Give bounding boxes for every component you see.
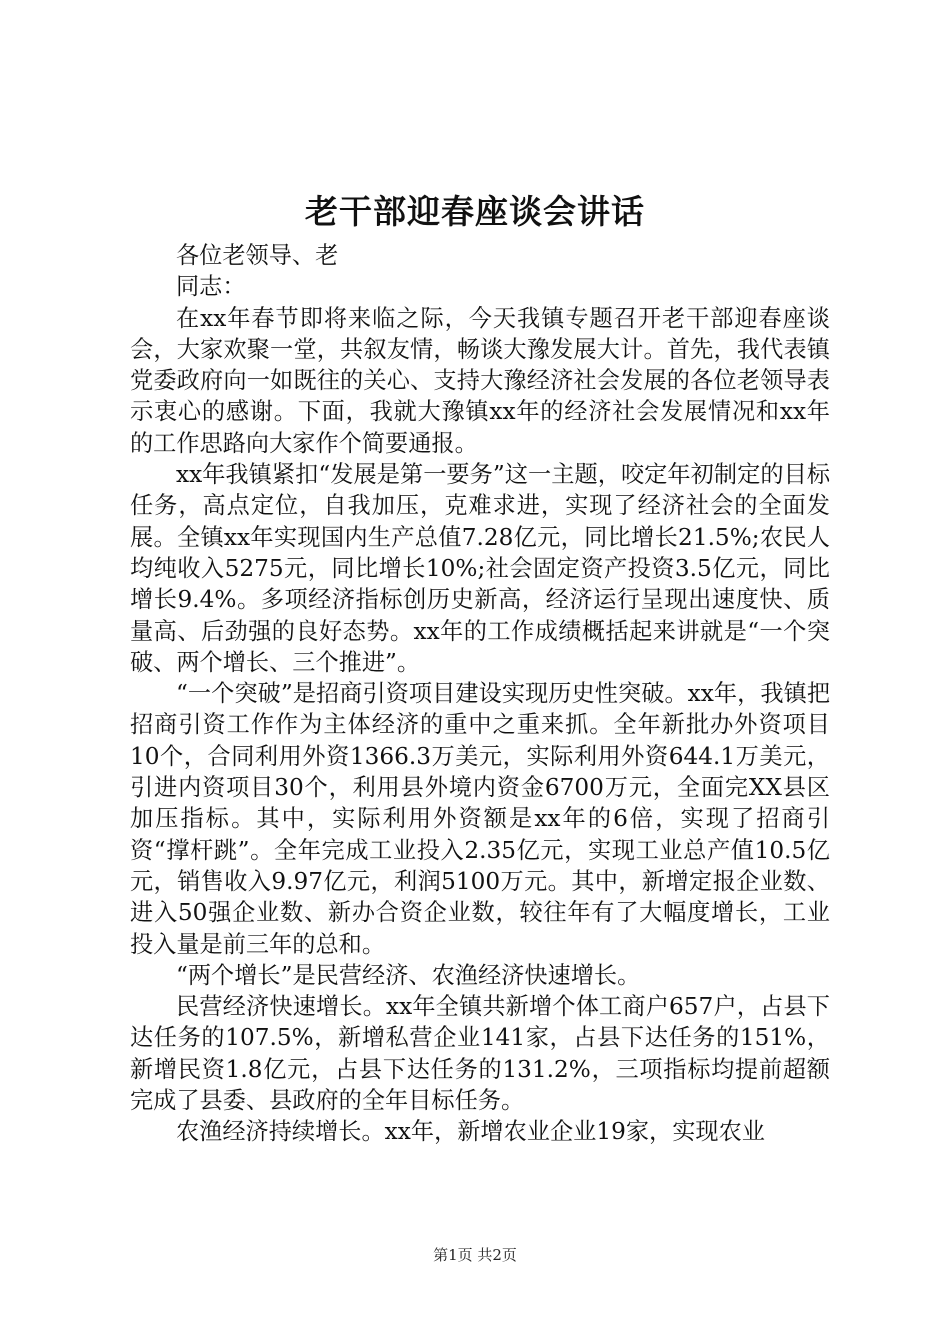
document-body: [130, 240, 830, 1148]
paragraph-agri-fishery: 农渔经济持续增长。xx年，新增农业企业19家，实现农业: [176, 1118, 765, 1146]
salutation-line-2: 同志：: [176, 273, 246, 301]
page-footer: 第1页 共2页: [433, 1246, 517, 1264]
document-title: 老干部迎春座谈会讲话: [305, 192, 645, 231]
paragraph-overview: xx年我镇紧扣“发展是第一要务”这一主题，咬定年初制定的目标任务，高点定位，自我加压，克难求进，实现了经济社会的全面发展。全镇xx年实现国内生产总值7.28亿元，同比增长21.5%;农民人均纯收入5275元，同比增长10%;社会固定资产投资3.5亿元，同比增长9.4%。多项经济指标创历史新高，经济运行呈现出速度快、质量高、后劲强的良好态势。xx年的工作成绩概括起来讲就是“一个突破、两个增长、三个推进”。: [130, 461, 830, 676]
paragraph-breakthrough: “一个突破”是招商引资项目建设实现历史性突破。xx年，我镇把招商引资工作作为主体经济的重中之重来抓。全年新批办外资项目10个，合同利用外资1366.3万美元，实际利用外资644.1万美元，引进内资项目30个，利用县外境内资金6700万元，全面完XX县区加压指标。其中，实际利用外资额是xx年的6倍，实现了招商引资“撑杆跳”。全年完成工业投入2.35亿元，实现工业总产值10.5亿元，销售收入9.97亿元，利润5100万元。其中，新增定报企业数、进入50强企业数、新办合资企业数，较往年有了大幅度增长，工业投入量是前三年的总和。: [130, 680, 830, 958]
paragraph-private-economy: 民营经济快速增长。xx年全镇共新增个体工商户657户，占县下达任务的107.5%，新增私营企业141家，占县下达任务的151%，新增民资1.8亿元，占县下达任务的131.2%，三项指标均提前超额完成了县委、县政府的全年目标任务。: [130, 993, 830, 1115]
paragraph-intro: 在xx年春节即将来临之际，今天我镇专题召开老干部迎春座谈会，大家欢聚一堂，共叙友情，畅谈大豫发展大计。首先，我代表镇党委政府向一如既往的关心、支持大豫经济社会发展的各位老领导表示衷心的感谢。下面，我就大豫镇xx年的经济社会发展情况和xx年的工作思路向大家作个简要通报。: [130, 304, 830, 457]
salutation-line-1: 各位老领导、老: [176, 242, 339, 269]
paragraph-two-growths: “两个增长”是民营经济、农渔经济快速增长。: [176, 961, 641, 989]
